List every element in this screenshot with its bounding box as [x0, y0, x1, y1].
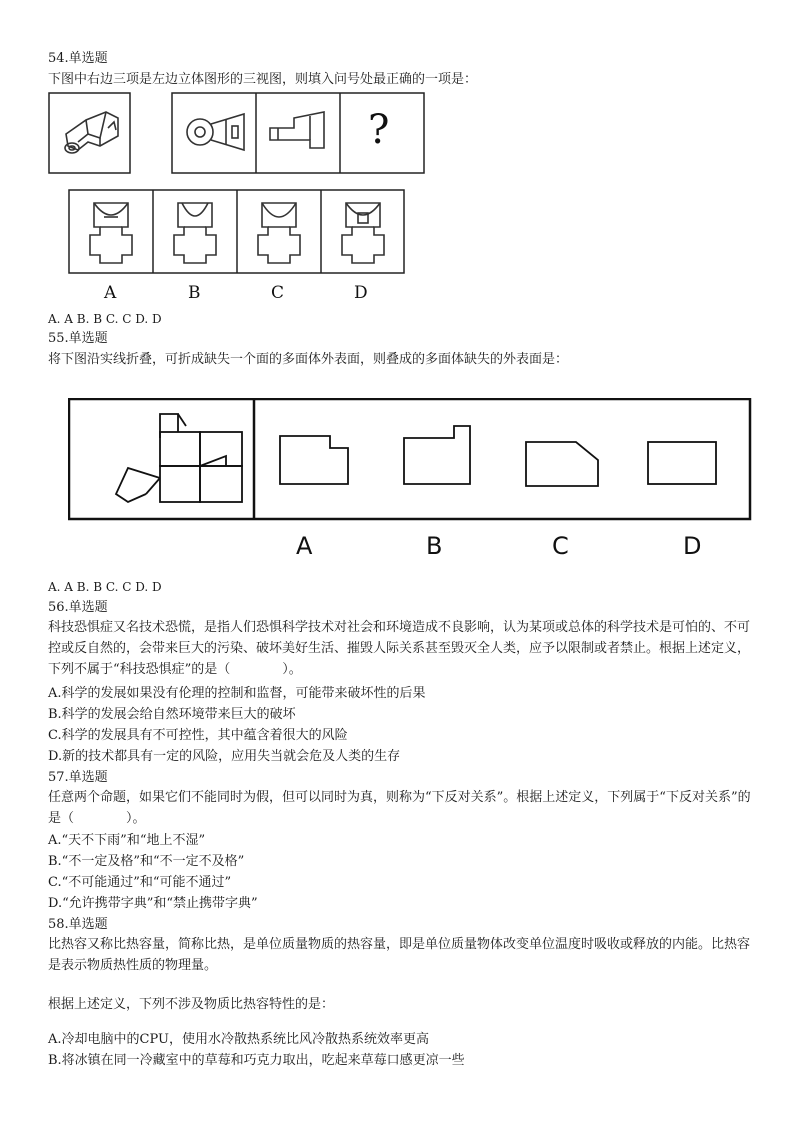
- q54-label-b: B: [188, 283, 201, 303]
- solid-figure: [65, 112, 118, 153]
- q54-label-a: A: [104, 283, 117, 303]
- q57-number: 57.单选题: [48, 770, 108, 785]
- q55-option-a-shape: [280, 436, 348, 484]
- q55-option-b-shape: [404, 426, 470, 484]
- view-1: [187, 114, 244, 150]
- q54-option-b-drawing: [174, 203, 216, 263]
- q56-stem: 科技恐惧症又名技术恐慌，是指人们恐惧科学技术对社会和环境造成不良影响，认为某项或总体的科学技术是可怕的、不可控或反自然的，会带来巨大的污染、破坏美好生活、摧毁人际关系甚至毁灭全人类，应予以限制或者禁止。根据上述定义，下列不属于“科技恐惧症”的是（ ）。: [48, 620, 751, 677]
- folding-net: [116, 414, 242, 502]
- view-2: [270, 112, 324, 148]
- q58-stem: 比热容又称比热容量，简称比热，是单位质量物质的热容量，即是单位质量物体改变单位温度时吸收或释放的内能。比热容是表示物质热性质的物理量。: [48, 937, 751, 973]
- q55-option-d-shape: [648, 442, 716, 484]
- q58-number: 58.单选题: [48, 917, 108, 932]
- q58-prompt: 根据上述定义，下列不涉及物质比热容特性的是：: [48, 997, 335, 1012]
- q55-label-c: C: [552, 532, 569, 560]
- q57-option-c: C.“不可能通过”和“可能不通过”: [48, 875, 232, 890]
- q54-options: A. A B. B C. C D. D: [48, 312, 162, 326]
- q54-option-d-drawing: [342, 203, 384, 263]
- q55-label-d: D: [683, 532, 702, 560]
- q55-stem: 将下图沿实线折叠，可折成缺失一个面的多面体外表面，则叠成的多面体缺失的外表面是：: [48, 352, 569, 367]
- q58-option-b: B.将冰镇在同一冷藏室中的草莓和巧克力取出，吃起来草莓口感更凉一些: [48, 1053, 465, 1068]
- q57-stem: 任意两个命题，如果它们不能同时为假，但可以同时为真，则称为“下反对关系”。根据上述定义，下列属于“下反对关系”的是（ ）。: [48, 790, 751, 826]
- q58-option-a: A.冷却电脑中的CPU，使用水冷散热系统比风冷散热系统效率更高: [48, 1032, 429, 1047]
- q54-stem: 下图中右边三项是左边立体图形的三视图，则填入问号处最正确的一项是：: [48, 72, 478, 87]
- q55-options: A. A B. B C. C D. D: [48, 580, 162, 594]
- q55-figure: [68, 398, 752, 522]
- q54-number: 54.单选题: [48, 51, 108, 66]
- q55-label-b: B: [426, 532, 443, 560]
- q56-option-d: D.新的技术都具有一定的风险，应用失当就会危及人类的生存: [48, 749, 401, 764]
- q57-option-b: B.“不一定及格”和“不一定不及格”: [48, 854, 245, 869]
- q54-option-a-drawing: [90, 203, 132, 263]
- q54-label-c: C: [271, 283, 285, 303]
- q54-label-d: D: [354, 283, 368, 303]
- q57-option-a: A.“天不下雨”和“地上不湿”: [48, 833, 206, 848]
- q54-top-figure: [48, 92, 428, 176]
- q56-option-b: B.科学的发展会给自然环境带来巨大的破坏: [48, 707, 296, 722]
- q55-label-a: A: [296, 532, 313, 560]
- q54-option-c-drawing: [258, 203, 300, 263]
- q54-options-figure: [68, 189, 406, 275]
- q55-option-c-shape: [526, 442, 598, 486]
- q56-number: 56.单选题: [48, 600, 108, 615]
- q56-option-c: C.科学的发展具有不可控性，其中蕴含着很大的风险: [48, 728, 348, 743]
- question-mark: ?: [368, 107, 390, 153]
- q57-option-d: D.“允许携带字典”和“禁止携带字典”: [48, 896, 258, 911]
- q56-option-a: A.科学的发展如果没有伦理的控制和监督，可能带来破坏性的后果: [48, 686, 426, 701]
- q55-number: 55.单选题: [48, 331, 108, 346]
